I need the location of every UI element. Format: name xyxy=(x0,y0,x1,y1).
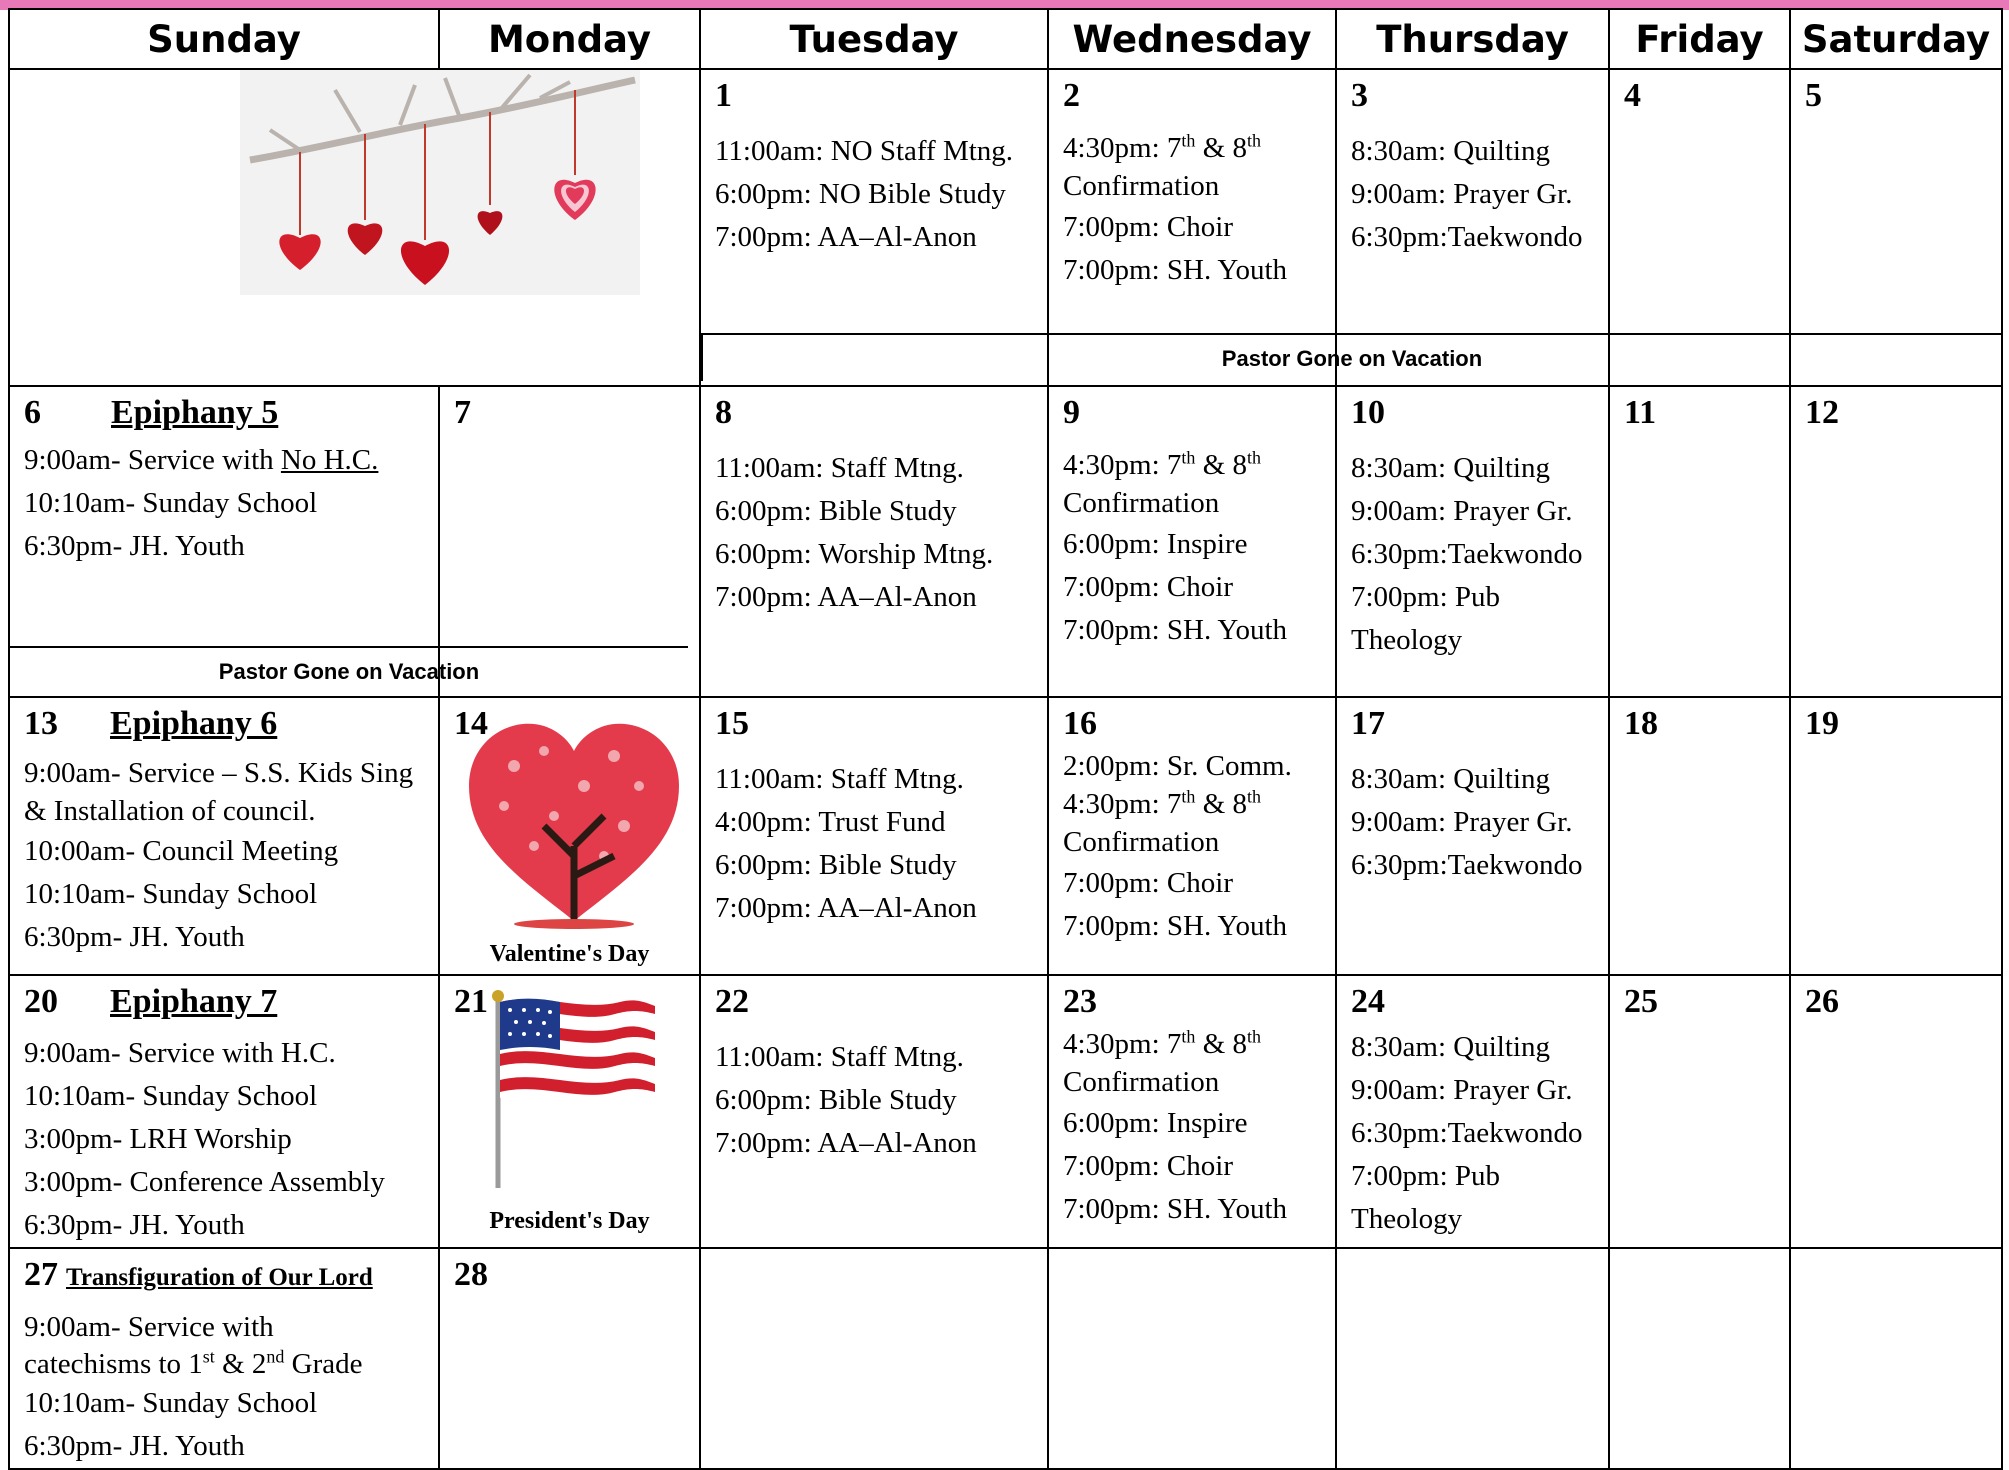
event: 6:00pm: Bible Study xyxy=(715,495,957,527)
day-cell-20 xyxy=(9,975,439,1248)
event: 4:30pm: 7th & 8th xyxy=(1063,447,1262,481)
day-cell-15 xyxy=(700,697,1048,975)
day-number: 4 xyxy=(1624,77,1641,114)
week-row-3 xyxy=(9,697,2002,975)
day-number: 11 xyxy=(1624,394,1657,431)
day-cell-10 xyxy=(1336,386,1609,697)
event: 8:30am: Quilting xyxy=(1351,1031,1550,1063)
day-cell-13 xyxy=(9,697,439,975)
day-number: 15 xyxy=(715,705,749,742)
event: 3:00pm- LRH Worship xyxy=(24,1123,292,1155)
weekday-header-row xyxy=(9,9,2002,69)
day-number: 5 xyxy=(1805,77,1822,114)
event: 8:30am: Quilting xyxy=(1351,763,1550,795)
day-cell-16 xyxy=(1048,697,1336,975)
american-flag-icon xyxy=(490,988,660,1188)
event: 7:00pm: Choir xyxy=(1063,211,1233,243)
day-number: 13 Epiphany 6 xyxy=(24,705,278,742)
day-number: 27 Transfiguration of Our Lord xyxy=(24,1256,373,1293)
day-cell-26 xyxy=(1790,975,2002,1248)
event: 6:30pm:Taekwondo xyxy=(1351,538,1583,570)
day-number: 19 xyxy=(1805,705,1839,742)
event: 10:10am- Sunday School xyxy=(24,1080,318,1112)
day-number: 1 xyxy=(715,77,732,114)
day-cell-21 xyxy=(439,975,700,1248)
event: 7:00pm: Pub xyxy=(1351,581,1501,613)
weekday-tuesday: Tuesday xyxy=(700,9,1048,69)
event: 3:00pm- Conference Assembly xyxy=(24,1166,385,1198)
weekday-sunday: Sunday xyxy=(9,9,439,69)
event: 10:00am- Council Meeting xyxy=(24,835,339,867)
event: 7:00pm: Choir xyxy=(1063,867,1233,899)
event: 9:00am: Prayer Gr. xyxy=(1351,495,1573,527)
event: Confirmation xyxy=(1063,487,1220,519)
event: 10:10am- Sunday School xyxy=(24,878,318,910)
pastor-vacation-banner: Pastor Gone on Vacation xyxy=(10,646,688,696)
weekday-wednesday: Wednesday xyxy=(1048,9,1336,69)
day-number: 24 xyxy=(1351,983,1385,1020)
day-number: 8 xyxy=(715,394,732,431)
day-number: 28 xyxy=(454,1256,488,1293)
holiday-title: Epiphany 5 xyxy=(111,394,279,431)
day-number: 16 xyxy=(1063,705,1097,742)
day-number: 17 xyxy=(1351,705,1385,742)
day-cell-28 xyxy=(439,1248,700,1469)
event: 6:00pm: Inspire xyxy=(1063,1107,1248,1139)
weekday-monday: Monday xyxy=(439,9,700,69)
event: 10:10am- Sunday School xyxy=(24,1387,318,1419)
event: 7:00pm: SH. Youth xyxy=(1063,910,1288,942)
day-number: 26 xyxy=(1805,983,1839,1020)
event: 7:00pm: Pub xyxy=(1351,1160,1501,1192)
day-cell-8 xyxy=(700,386,1048,697)
event: 9:00am: Prayer Gr. xyxy=(1351,1074,1573,1106)
event: 6:30pm:Taekwondo xyxy=(1351,1117,1583,1149)
empty-cell xyxy=(700,1248,1048,1469)
day-number: 25 xyxy=(1624,983,1658,1020)
event: 9:00am: Prayer Gr. xyxy=(1351,178,1573,210)
day-number: 9 xyxy=(1063,394,1080,431)
day-number: 12 xyxy=(1805,394,1839,431)
day-number: 2 xyxy=(1063,77,1080,114)
heart-tree-icon xyxy=(464,706,684,931)
event: 9:00am- Service with No H.C. xyxy=(24,444,379,476)
day-number: 21 xyxy=(454,983,488,1020)
event: 7:00pm: AA–Al-Anon xyxy=(715,892,977,924)
event: Confirmation xyxy=(1063,826,1220,858)
empty-cell xyxy=(1336,1248,1609,1469)
event: 9:00am- Service – S.S. Kids Sing & Installation of council. xyxy=(24,757,414,827)
event: 4:00pm: Trust Fund xyxy=(715,806,946,838)
event: 6:30pm- JH. Youth xyxy=(24,921,245,953)
holiday-title: Epiphany 7 xyxy=(110,983,278,1020)
event: 11:00am: Staff Mtng. xyxy=(715,1041,964,1073)
day-cell-14 xyxy=(439,697,700,975)
weekday-saturday: Saturday xyxy=(1790,9,2002,69)
weekday-thursday: Thursday xyxy=(1336,9,1609,69)
day-number: 6 Epiphany 5 xyxy=(24,394,279,431)
day-cell-19 xyxy=(1790,697,2002,975)
empty-cell xyxy=(1048,1248,1336,1469)
event: 11:00am: Staff Mtng. xyxy=(715,763,964,795)
event: 2:00pm: Sr. Comm. xyxy=(1063,750,1292,782)
day-cell-24 xyxy=(1336,975,1609,1248)
day-cell-12 xyxy=(1790,386,2002,697)
day-cell-17 xyxy=(1336,697,1609,975)
day-number: 22 xyxy=(715,983,749,1020)
event: 9:00am: Prayer Gr. xyxy=(1351,806,1573,838)
event: 7:00pm: AA–Al-Anon xyxy=(715,581,977,613)
holiday-title: Transfiguration of Our Lord xyxy=(66,1264,373,1291)
day-number: 7 xyxy=(454,394,471,431)
event: 4:30pm: 7th & 8th xyxy=(1063,130,1262,164)
day-cell-23 xyxy=(1048,975,1336,1248)
calendar-grid xyxy=(8,8,2003,1470)
day-cell-22 xyxy=(700,975,1048,1248)
event: 4:30pm: 7th & 8th xyxy=(1063,1026,1262,1060)
holiday-caption: Valentine's Day xyxy=(489,941,650,967)
event: 8:30am: Quilting xyxy=(1351,135,1550,167)
empty-cell xyxy=(1609,1248,1790,1469)
event: 7:00pm: SH. Youth xyxy=(1063,1193,1288,1225)
day-number: 3 xyxy=(1351,77,1368,114)
day-cell-27 xyxy=(9,1248,439,1469)
day-cell-25 xyxy=(1609,975,1790,1248)
hanging-hearts-icon xyxy=(240,70,640,295)
event: 6:30pm- JH. Youth xyxy=(24,1209,245,1241)
empty-cell xyxy=(1790,1248,2002,1469)
event: 6:00pm: Worship Mtng. xyxy=(715,538,994,570)
event: 6:00pm: NO Bible Study xyxy=(715,178,1006,210)
day-cell-6 xyxy=(9,386,480,697)
day-number: 14 xyxy=(454,705,488,742)
event: 6:30pm- JH. Youth xyxy=(24,530,245,562)
weekday-friday: Friday xyxy=(1609,9,1790,69)
event: 11:00am: Staff Mtng. xyxy=(715,452,964,484)
event: 4:30pm: 7th & 8th xyxy=(1063,786,1262,820)
event: catechisms to 1st & 2nd Grade xyxy=(24,1346,363,1380)
pastor-vacation-banner: Pastor Gone on Vacation xyxy=(701,333,2001,381)
day-number: 10 xyxy=(1351,394,1385,431)
event: 8:30am: Quilting xyxy=(1351,452,1550,484)
event: 6:30pm- JH. Youth xyxy=(24,1430,245,1462)
event: Theology xyxy=(1351,624,1463,656)
event: 7:00pm: AA–Al-Anon xyxy=(715,221,977,253)
holiday-caption: President's Day xyxy=(489,1208,650,1234)
event: 9:00am- Service with H.C. xyxy=(24,1037,336,1069)
event: 7:00pm: Choir xyxy=(1063,1150,1233,1182)
day-number: 20 Epiphany 7 xyxy=(24,983,278,1020)
event: 7:00pm: SH. Youth xyxy=(1063,254,1288,286)
day-cell-18 xyxy=(1609,697,1790,975)
week-row-4 xyxy=(9,975,2002,1248)
event: 6:00pm: Bible Study xyxy=(715,1084,957,1116)
event: 7:00pm: SH. Youth xyxy=(1063,614,1288,646)
event: Theology xyxy=(1351,1203,1463,1235)
day-number: 18 xyxy=(1624,705,1658,742)
event: 9:00am- Service with xyxy=(24,1311,274,1343)
event: 6:30pm:Taekwondo xyxy=(1351,849,1583,881)
event: 10:10am- Sunday School xyxy=(24,487,318,519)
week-row-2 xyxy=(9,386,2002,697)
event: 11:00am: NO Staff Mtng. xyxy=(715,135,1014,167)
event: 6:00pm: Bible Study xyxy=(715,849,957,881)
day-cell-7 xyxy=(439,386,700,697)
event: Confirmation xyxy=(1063,170,1220,202)
event: 7:00pm: Choir xyxy=(1063,571,1233,603)
week-row-5 xyxy=(9,1248,2002,1469)
day-cell-9 xyxy=(1048,386,1336,697)
event: Confirmation xyxy=(1063,1066,1220,1098)
day-number: 23 xyxy=(1063,983,1097,1020)
event: 6:00pm: Inspire xyxy=(1063,528,1248,560)
event: 6:30pm:Taekwondo xyxy=(1351,221,1583,253)
holiday-title: Epiphany 6 xyxy=(110,705,278,742)
day-cell-11 xyxy=(1609,386,1790,697)
event: 7:00pm: AA–Al-Anon xyxy=(715,1127,977,1159)
